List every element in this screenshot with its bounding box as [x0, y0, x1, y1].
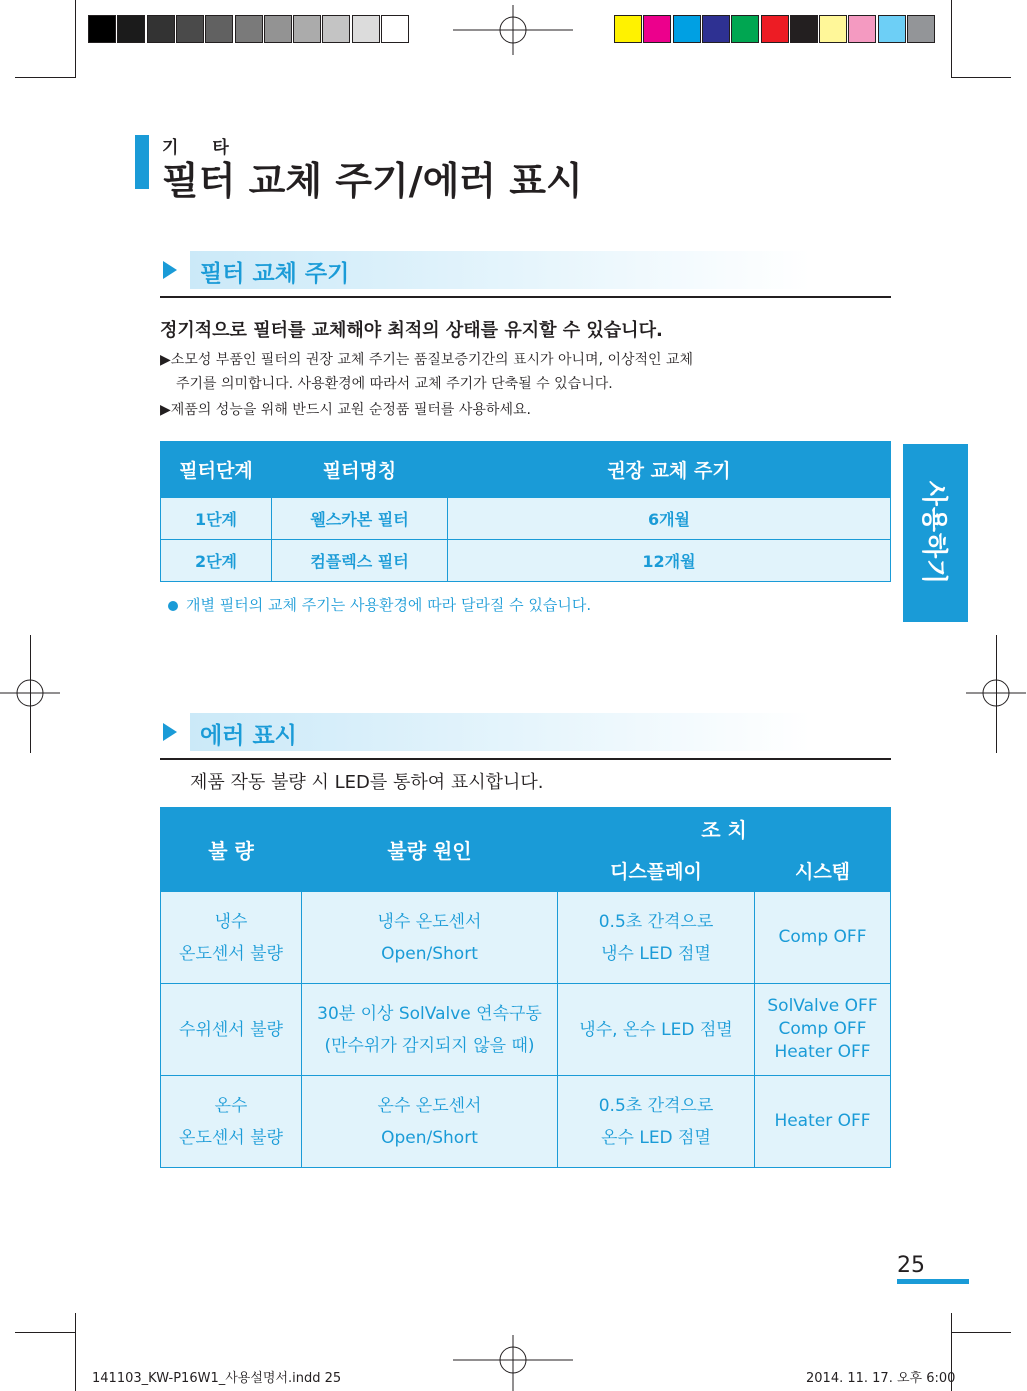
color-swatch — [264, 15, 292, 43]
error-lead-text: 제품 작동 불량 시 LED를 통하여 표시합니다. — [190, 772, 544, 793]
error-table-cell: 수위센서 불량 — [161, 984, 302, 1076]
section-rule — [160, 296, 891, 298]
filter-table-header: 필터명칭 — [272, 442, 448, 498]
color-swatch — [176, 15, 204, 43]
bullet-line: ▶소모성 부품인 필터의 권장 교체 주기는 품질보증기간의 표시가 아니며, 이상적인 교체 — [160, 352, 694, 368]
side-tab-label: 사용하기 — [918, 480, 948, 586]
color-swatch — [761, 15, 789, 43]
color-swatch — [848, 15, 876, 43]
error-table-cell: 0.5초 간격으로 냉수 LED 점멸 — [558, 892, 755, 984]
bullet-line: 주기를 의미합니다. 사용환경에 따라서 교체 주기가 단축될 수 있습니다. — [176, 376, 613, 392]
filter-table-cell: 컴플렉스 필터 — [272, 540, 448, 582]
registration-mark-left — [0, 668, 60, 718]
page-number-underline — [897, 1279, 969, 1284]
footer-timestamp: 2014. 11. 17. 오후 6:00 — [806, 1371, 956, 1386]
color-swatch — [819, 15, 847, 43]
title-accent-bar — [135, 135, 149, 189]
section-arrow-icon — [163, 261, 177, 279]
color-swatch — [790, 15, 818, 43]
color-swatch — [293, 15, 321, 43]
error-table-cell: 0.5초 간격으로 온수 LED 점멸 — [558, 1076, 755, 1168]
bullet-dot-icon — [168, 601, 178, 611]
error-table-cell: 냉수 온도센서 Open/Short — [302, 892, 558, 984]
bullet-line: ▶제품의 성능을 위해 반드시 교원 순정품 필터를 사용하세요. — [160, 402, 531, 418]
filter-table-cell: 2단계 — [161, 540, 272, 582]
error-table-cell: 온수 온도센서 Open/Short — [302, 1076, 558, 1168]
color-swatch — [907, 15, 935, 43]
color-swatch — [878, 15, 906, 43]
filter-table-cell: 웰스카본 필터 — [272, 498, 448, 540]
filter-table — [160, 441, 891, 582]
section-title-filter: 필터 교체 주기 — [200, 261, 350, 287]
color-swatch — [731, 15, 759, 43]
error-table-header: 조 치 — [558, 808, 891, 850]
error-table-header: 시스템 — [755, 850, 891, 892]
error-table-header: 불 량 — [161, 808, 302, 892]
registration-mark-right — [966, 668, 1026, 718]
filter-note — [168, 594, 591, 615]
color-swatch — [352, 15, 380, 43]
filter-table-cell: 1단계 — [161, 498, 272, 540]
error-table-cell: 온수 온도센서 불량 — [161, 1076, 302, 1168]
category-label: 기 타 — [162, 138, 243, 158]
color-swatch — [88, 15, 116, 43]
color-swatch — [117, 15, 145, 43]
error-table-cell: SolValve OFF Comp OFF Heater OFF — [755, 984, 891, 1076]
color-swatch — [147, 15, 175, 43]
error-table-cell: Comp OFF — [755, 892, 891, 984]
color-swatch — [673, 15, 701, 43]
color-swatch — [381, 15, 409, 43]
color-swatch — [205, 15, 233, 43]
color-swatch — [614, 15, 642, 43]
color-swatch — [643, 15, 671, 43]
filter-lead-text: 정기적으로 필터를 교체해야 최적의 상태를 유지할 수 있습니다. — [160, 320, 663, 341]
side-tab-usage[interactable] — [903, 444, 968, 622]
section-arrow-icon — [163, 723, 177, 741]
color-swatch — [322, 15, 350, 43]
filter-table-cell: 12개월 — [448, 540, 891, 582]
error-table-header: 디스플레이 — [558, 850, 755, 892]
section-title-error: 에러 표시 — [200, 723, 297, 749]
filter-table-header: 필터단계 — [161, 442, 272, 498]
registration-mark-bottom — [453, 1335, 573, 1391]
error-table — [160, 807, 891, 1168]
filter-table-cell: 6개월 — [448, 498, 891, 540]
section-rule — [160, 758, 891, 760]
error-table-cell: 30분 이상 SolValve 연속구동 (만수위가 감지되지 않을 때) — [302, 984, 558, 1076]
filter-note-text: 개별 필터의 교체 주기는 사용환경에 따라 달라질 수 있습니다. — [186, 596, 592, 614]
filter-table-header: 권장 교체 주기 — [448, 442, 891, 498]
footer-file-name: 141103_KW-P16W1_사용설명서.indd 25 — [92, 1371, 342, 1386]
error-table-cell: Heater OFF — [755, 1076, 891, 1168]
error-table-header: 불량 원인 — [302, 808, 558, 892]
registration-mark-top — [453, 5, 573, 55]
color-swatch — [702, 15, 730, 43]
color-swatch — [235, 15, 263, 43]
error-table-cell: 냉수 온도센서 불량 — [161, 892, 302, 984]
page-number: 25 — [897, 1253, 925, 1278]
page-title: 필터 교체 주기/에러 표시 — [162, 159, 583, 203]
error-table-cell: 냉수, 온수 LED 점멸 — [558, 984, 755, 1076]
